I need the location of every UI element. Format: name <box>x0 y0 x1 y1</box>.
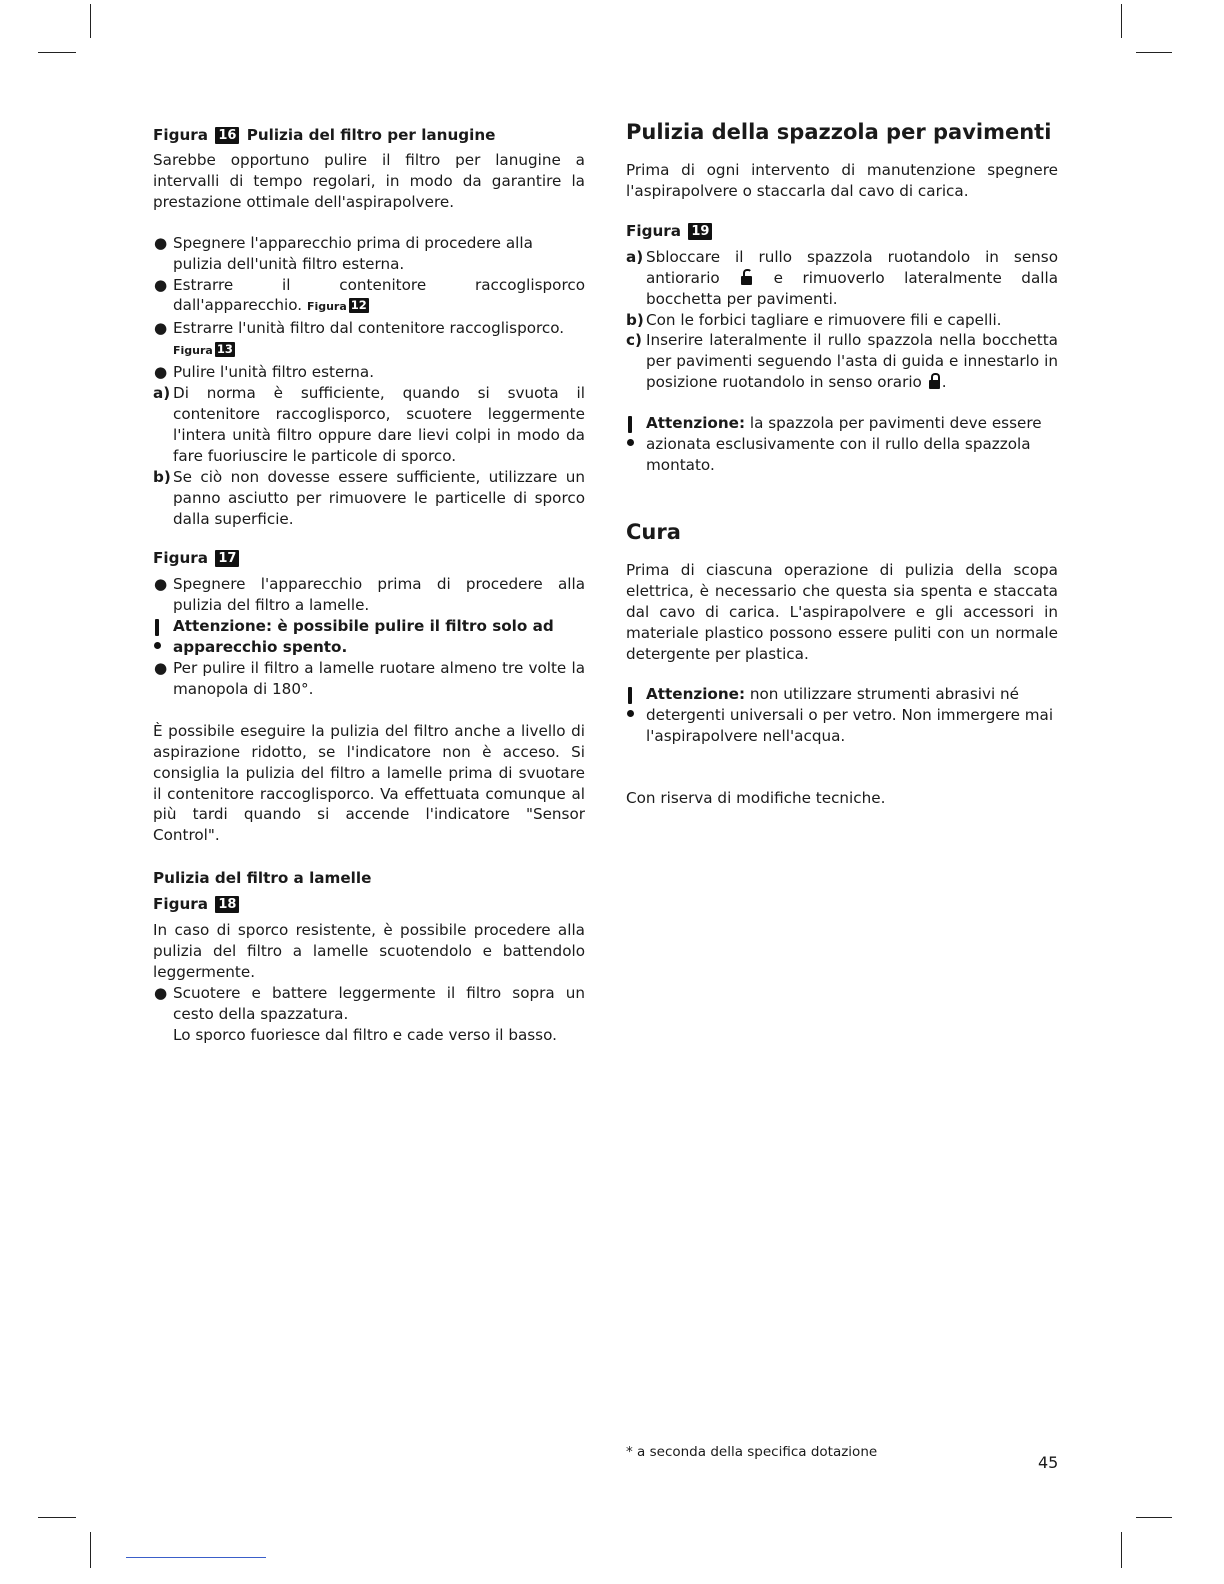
list-item: ● Estrarre il contenitore raccoglisporco dall'apparecchio. Figura 12 <box>154 275 585 315</box>
crop-mark <box>38 1517 76 1518</box>
list-item: ● Estrarre l'unità filtro dal contenitore raccoglisporco. Figura 13 <box>154 319 565 358</box>
warning-icon <box>627 416 633 450</box>
figure-number-badge: 13 <box>216 342 233 357</box>
section-title: Pulizia del filtro per lanugine <box>246 126 496 144</box>
figure-label: Figura <box>173 344 213 358</box>
figure-label: Figura <box>153 549 209 568</box>
figure-label: Figura <box>306 300 347 314</box>
right-column <box>626 118 1058 809</box>
unlock-icon <box>741 269 752 285</box>
figure-19-heading <box>626 220 1058 242</box>
figure-number-badge: 16 <box>215 127 239 144</box>
figure-number-badge: 18 <box>215 896 239 913</box>
section-heading: Pulizia della spazzola per pavimenti <box>626 120 1052 144</box>
disclaimer: Con riserva di modifiche tecniche. <box>626 789 886 808</box>
footnote: * a seconda della specifica dotazione <box>626 1444 878 1460</box>
crop-mark <box>1121 4 1122 38</box>
crop-mark <box>1136 1517 1172 1518</box>
footer-link-underline <box>126 1557 266 1558</box>
figure-17-heading <box>153 547 585 569</box>
list-item: a) Di norma è sufficiente, quando si svuota il contenitore raccoglisporco, scuotere leggermente l'intera unità filtro oppure dare lievi colpi in modo da fare fuoriuscire le particole di sporco. <box>153 384 585 465</box>
list-item: ● Scuotere e battere leggermente il filtro sopra un cesto della spazzatura. Lo sporco fuoriesce dal filtro e cade verso il basso. <box>154 984 585 1044</box>
intro-paragraph: Sarebbe opportuno pulire il filtro per lanugine a intervalli di tempo regolari, in modo da garantire la prestazione ottimale dell'aspirapolvere. <box>153 151 585 211</box>
list-item: a) Sbloccare il rullo spazzola ruotandolo in senso antiorario e rimuoverlo lateralmente dalla bocchetta per pavimenti. <box>626 247 1059 308</box>
list-item: b) Se ciò non dovesse essere sufficiente, utilizzare un panno asciutto per rimuovere le particelle di sporco dalla superficie. <box>153 467 585 528</box>
list-item: ● Per pulire il filtro a lamelle ruotare almeno tre volte la manopola di 180°. <box>154 659 585 698</box>
bullet-list <box>153 233 585 383</box>
crop-mark <box>90 4 91 38</box>
body-paragraph: È possibile eseguire la pulizia del filtro anche a livello di aspirazione ridotto, se l'indicatore non è acceso. Si consiglia la pulizia del filtro a lamelle prima di svuotare il contenitore raccoglisporco. Va effettuata comunque al più tardi quando si accende l'indicatore "Sensor Control". <box>153 721 585 845</box>
crop-mark <box>1121 1532 1122 1568</box>
lettered-list <box>626 247 1058 393</box>
bullet-list <box>153 658 585 700</box>
list-item: ● Pulire l'unità filtro esterna. <box>154 363 375 382</box>
lock-icon <box>929 373 940 389</box>
warning-icon <box>154 619 160 653</box>
figure-number-badge: 19 <box>688 223 712 240</box>
page-number: 45 <box>1038 1453 1059 1472</box>
warning-icon <box>627 687 633 721</box>
figure-16-heading <box>153 124 585 146</box>
list-item: ● Spegnere l'apparecchio prima di procedere alla pulizia del filtro a lamelle. <box>154 575 585 615</box>
figure-18-heading <box>153 893 585 915</box>
figure-label: Figura <box>153 126 209 144</box>
lettered-list <box>153 383 585 529</box>
warning-note: Attenzione: non utilizzare strumenti abrasivi né detergenti universali o per vetro. Non immergere mai l'aspirapolvere nell'acqua. <box>626 684 1058 747</box>
figure-number-badge: 12 <box>350 298 367 313</box>
intro-paragraph: Prima di ogni intervento di manutenzione spegnere l'aspirapolvere o staccarla dal cavo di carica. <box>626 161 1058 200</box>
crop-mark <box>38 52 76 53</box>
list-item: c) Inserire lateralmente il rullo spazzola nella bocchetta per pavimenti seguendo l'asta di guida e innestarlo in posizione ruotandolo in senso orario . <box>626 331 1058 392</box>
crop-mark <box>1136 52 1172 53</box>
left-column <box>153 124 585 1046</box>
body-paragraph: In caso di sporco resistente, è possibile procedere alla pulizia del filtro a lamelle scuotendolo e battendolo leggermente. <box>153 921 585 982</box>
list-item: b) Con le forbici tagliare e rimuovere fili e capelli. <box>626 310 1002 329</box>
bullet-list <box>153 983 585 1046</box>
bullet-list <box>153 574 585 616</box>
figure-label: Figura <box>153 895 209 914</box>
crop-mark <box>90 1532 91 1568</box>
figure-number-badge: 17 <box>215 550 239 567</box>
warning-note: Attenzione: è possibile pulire il filtro solo ad apparecchio spento. <box>153 616 585 658</box>
figure-label: Figura <box>626 221 682 240</box>
section-heading: Cura <box>626 519 681 544</box>
warning-note: Attenzione: la spazzola per pavimenti deve essere azionata esclusivamente con il rullo della spazzola montato. <box>626 413 1058 476</box>
list-item: ● Spegnere l'apparecchio prima di procedere alla pulizia dell'unità filtro esterna. <box>154 233 533 273</box>
body-paragraph: Prima di ciascuna operazione di pulizia della scopa elettrica, è necessario che questa sia spenta e staccata dal cavo di carica. L'aspirapolvere e gli accessori in materiale plastico possono essere puliti con un normale detergente per plastica. <box>626 560 1058 663</box>
subsection-heading: Pulizia del filtro a lamelle <box>153 869 372 888</box>
